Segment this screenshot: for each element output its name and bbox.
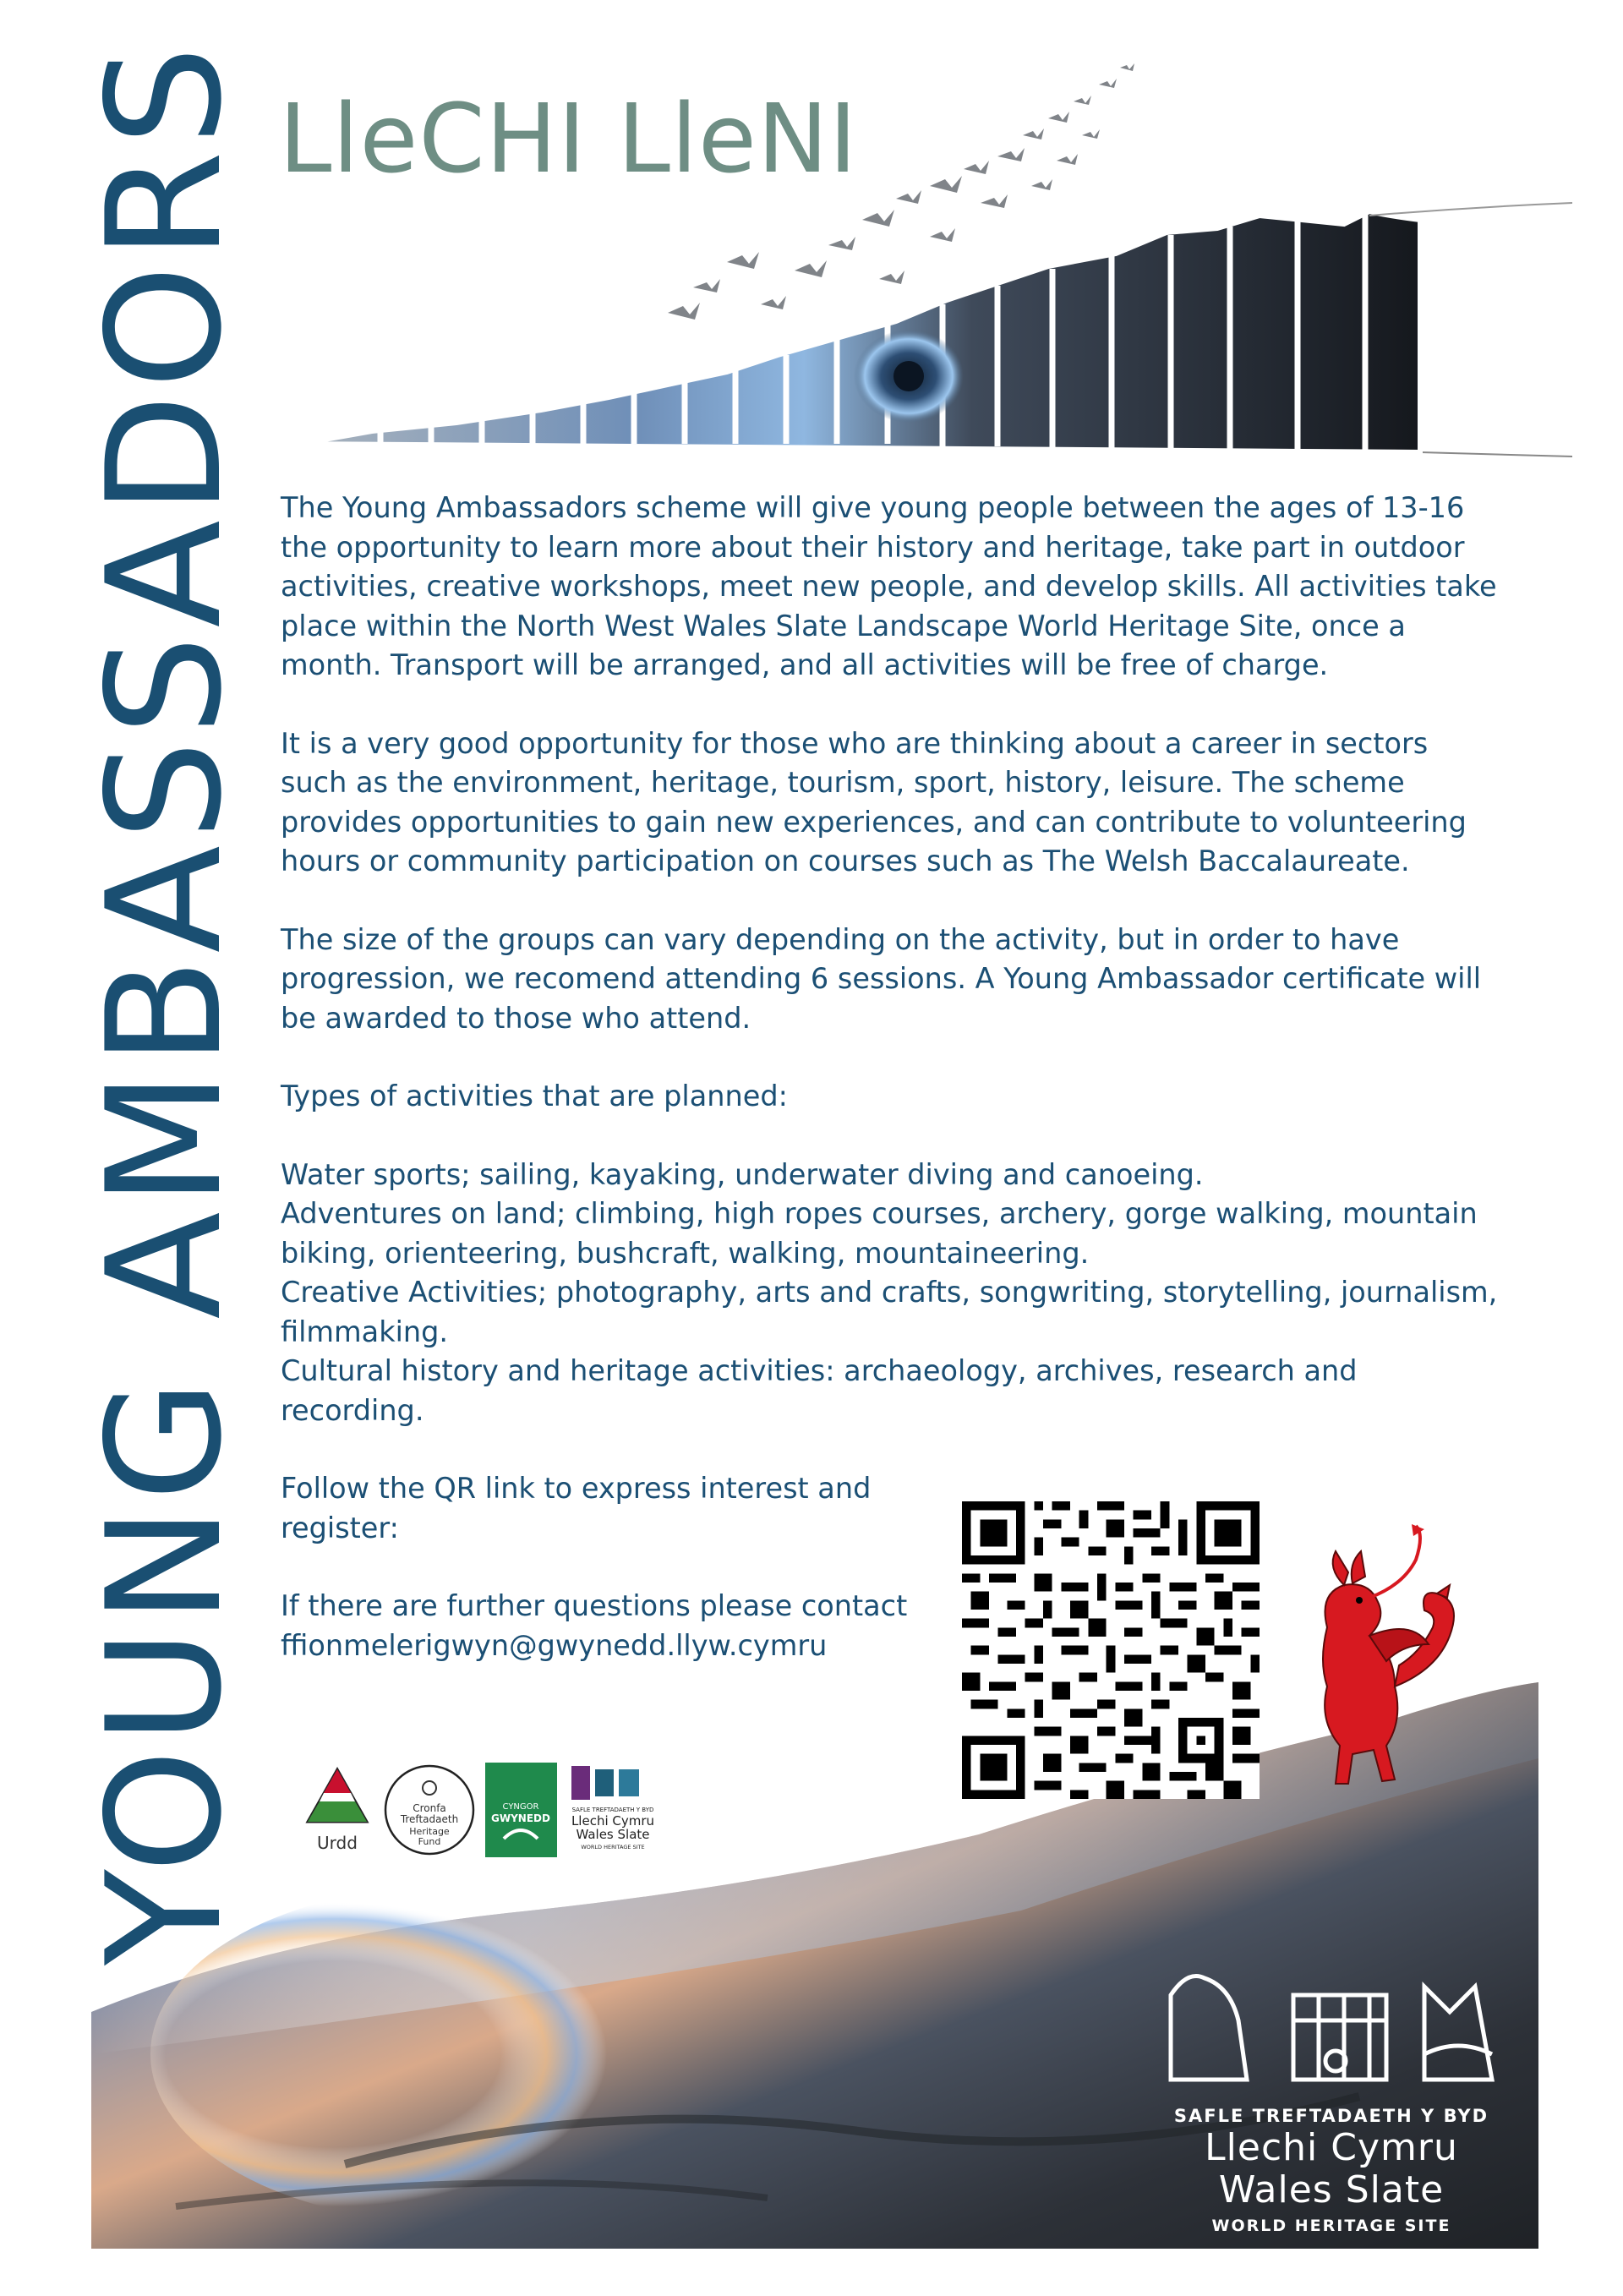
- whs-line-4: WORLD HERITAGE SITE: [1211, 2217, 1451, 2235]
- slate-small-line: SAFLE TREFTADAETH Y BYD: [571, 1807, 654, 1813]
- heritage-icons: [1154, 1961, 1509, 2088]
- activity-item: Cultural history and heritage activities: archaeology, archives, research and recording.: [281, 1354, 1358, 1427]
- heritage-fund-logo: [382, 1763, 477, 1857]
- heritage-fund-line: Cronfa: [413, 1802, 446, 1814]
- whs-line-3: Wales Slate: [1218, 2168, 1445, 2211]
- partner-logos: [298, 1763, 669, 1881]
- activity-item: Adventures on land; climbing, high ropes courses, archery, gorge walking, mountain biking, orienteering, bushcraft, walking, mountaineering.: [281, 1197, 1478, 1270]
- whs-line-2: Llechi Cymru: [1205, 2126, 1458, 2169]
- brand-title: LleCHI LleNI: [279, 85, 858, 194]
- urdd-logo: [298, 1764, 378, 1857]
- groups-paragraph: The size of the groups can vary depending on the activity, but in order to have progression, we recomend attending 6 sessions. A Young Ambassador certificate will be awarded to those who attend.: [281, 922, 1482, 1035]
- slate-small-line: Llechi Cymru: [571, 1813, 655, 1829]
- urdd-label: Urdd: [317, 1833, 358, 1853]
- contact-email[interactable]: ffionmelerigwyn@gwynedd.llyw.cymru: [281, 1628, 828, 1662]
- activity-item: Creative Activities; photography, arts and crafts, songwriting, storytelling, journalism, filmmaking.: [281, 1276, 1498, 1348]
- activities-heading: Types of activities that are planned:: [281, 1080, 788, 1112]
- vertical-title: YOUNG AMBASSADORS: [73, 41, 256, 1965]
- gwynedd-line: GWYNEDD: [491, 1812, 550, 1824]
- heritage-fund-line: Heritage: [409, 1826, 450, 1837]
- intro-paragraph: The Young Ambassadors scheme will give young people between the ages of 13-16 the opportunity to learn more about their history and heritage, take part in outdoor activities, creative workshops, meet new people, and develop skills. All activities take place within the North West Wales Slate Landscape World Heritage Site, once a month. Transport will be arranged, and all activities will be free of charge.: [281, 491, 1497, 681]
- red-dragon-illustration: [1268, 1517, 1505, 1796]
- qr-code[interactable]: [962, 1501, 1260, 1799]
- gwynedd-line: CYNGOR: [502, 1802, 539, 1812]
- gwynedd-logo: [485, 1763, 557, 1857]
- activity-item: Water sports; sailing, kayaking, underwater diving and canoeing.: [281, 1157, 1204, 1191]
- contact-prompt: If there are further questions please contact: [281, 1589, 908, 1622]
- heritage-fund-line: Treftadaeth: [400, 1813, 459, 1825]
- whs-line-1: SAFLE TREFTADAETH Y BYD: [1173, 2106, 1489, 2126]
- heritage-fund-line: Fund: [418, 1836, 441, 1847]
- wales-slate-small-logo: [565, 1763, 662, 1857]
- slate-small-line: Wales Slate: [576, 1827, 650, 1842]
- body-text: [281, 489, 1498, 1665]
- world-heritage-site-logo: [1145, 1961, 1517, 2237]
- slate-small-line: WORLD HERITAGE SITE: [581, 1844, 645, 1850]
- opportunity-paragraph: It is a very good opportunity for those who are thinking about a career in sectors such as the environment, heritage, tourism, sport, history, leisure. The scheme provides opportunities to gain new experiences, and can contribute to volunteering hours or community participation on courses such as The Welsh Baccalaureate.: [281, 726, 1467, 877]
- qr-prompt: Follow the QR link to express interest and register:: [281, 1472, 872, 1544]
